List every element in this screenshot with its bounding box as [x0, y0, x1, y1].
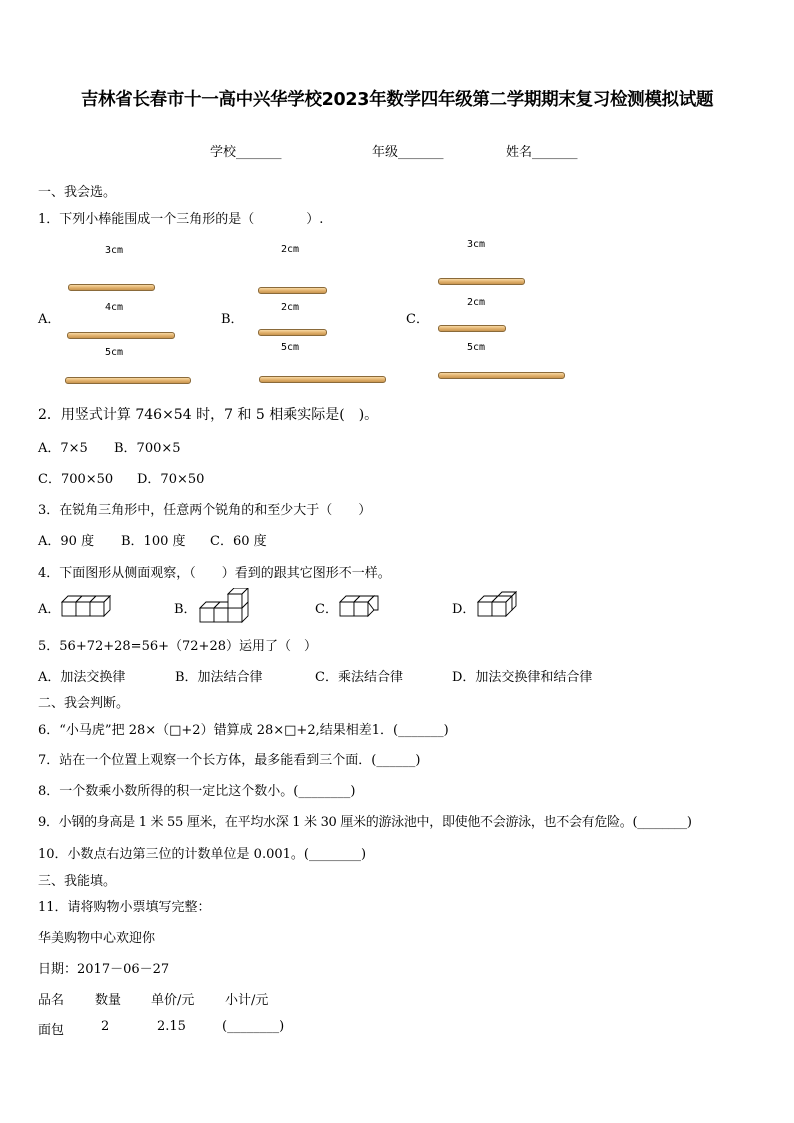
stick-length-label: 5cm	[281, 342, 300, 353]
cube-figure-a	[60, 592, 112, 620]
q3-option-c[interactable]: C．60 度	[210, 534, 267, 549]
q4-option-d[interactable]: D．	[452, 602, 476, 617]
grade-field[interactable]: 年级_______	[372, 145, 444, 160]
receipt-cell: 2.15	[157, 1019, 186, 1034]
receipt-cell: 2	[101, 1019, 110, 1034]
question-4: 4．下面图形从侧面观察，（ ）看到的跟其它图形不一样。	[38, 566, 391, 581]
stick-length-label: 2cm	[281, 244, 300, 255]
cube-figure-c	[338, 592, 380, 620]
q5-option-c[interactable]: C．乘法结合律	[315, 670, 403, 685]
receipt-shop-name: 华美购物中心欢迎你	[38, 931, 156, 946]
question-5: 5．56+72+28=56+（72+28）运用了（ ）	[38, 639, 317, 654]
receipt-cell: 面包	[38, 1023, 65, 1038]
stick	[438, 325, 506, 332]
q4-option-c[interactable]: C．	[315, 602, 338, 617]
name-field[interactable]: 姓名_______	[506, 145, 578, 160]
stick	[438, 278, 525, 285]
stick-length-label: 3cm	[467, 239, 486, 250]
q5-option-b[interactable]: B．加法结合律	[175, 670, 263, 685]
stick	[65, 377, 191, 384]
q4-option-a[interactable]: A．	[38, 602, 61, 617]
section-heading-3: 三、我能填。	[38, 874, 117, 889]
receipt-header-cell: 单价/元	[151, 993, 195, 1008]
stick	[259, 376, 386, 383]
stick-length-label: 3cm	[105, 245, 124, 256]
question-10: 10．小数点右边第三位的计数单位是 0.001。(________)	[38, 847, 367, 862]
stick-length-label: 5cm	[467, 342, 486, 353]
option-label: B．	[221, 312, 244, 327]
stick	[68, 284, 155, 291]
receipt-subtotal-blank[interactable]: (________)	[222, 1019, 285, 1034]
question-11: 11．请将购物小票填写完整：	[38, 900, 211, 915]
school-field[interactable]: 学校_______	[210, 145, 282, 160]
option-label: C．	[406, 312, 429, 327]
question-6: 6．“小马虎”把 28×（□+2）错算成 28×□+2,结果相差1．(_______)	[38, 723, 449, 738]
question-9: 9．小钢的身高是 1 米 55 厘米，在平均水深 1 米 30 厘米的游泳池中，即使他不会游泳，也不会有危险。(________)	[38, 815, 692, 830]
page-title: 吉林省长春市十一高中兴华学校2023年数学四年级第二学期期末复习检测模拟试题	[80, 90, 714, 110]
stick-length-label: 2cm	[467, 297, 486, 308]
stick	[258, 287, 327, 294]
receipt-header-cell: 小计/元	[225, 993, 269, 1008]
section-heading-2: 二、我会判断。	[38, 696, 130, 711]
question-1: 1．下列小棒能围成一个三角形的是（ ）.	[38, 212, 324, 227]
stick	[67, 332, 175, 339]
stick-length-label: 5cm	[105, 347, 124, 358]
q4-option-b[interactable]: B．	[174, 602, 197, 617]
receipt-header-cell: 品名	[38, 993, 65, 1008]
question-7: 7．站在一个位置上观察一个长方体，最多能看到三个面．(______)	[38, 753, 421, 768]
question-8: 8．一个数乘小数所得的积一定比这个数小。(________)	[38, 784, 356, 799]
q2-option-b[interactable]: B．700×5	[114, 441, 181, 456]
stick	[438, 372, 565, 379]
q2-option-a[interactable]: A．7×5	[38, 441, 88, 456]
q3-option-a[interactable]: A．90 度	[38, 534, 95, 549]
section-heading-1: 一、我会选。	[38, 185, 117, 200]
question-3: 3．在锐角三角形中，任意两个锐角的和至少大于（ ）	[38, 503, 372, 518]
stick-length-label: 2cm	[281, 302, 300, 313]
stick-length-label: 4cm	[105, 302, 124, 313]
cube-figure-d	[476, 590, 518, 620]
option-label: A．	[38, 312, 61, 327]
q2-option-c[interactable]: C．700×50	[38, 472, 114, 487]
q5-option-d[interactable]: D．加法交换律和结合律	[452, 670, 593, 685]
stick	[258, 329, 327, 336]
receipt-date: 日期：2017－06－27	[38, 962, 170, 977]
receipt-header-cell: 数量	[95, 993, 122, 1008]
q3-option-b[interactable]: B．100 度	[121, 534, 186, 549]
question-2: 2．用竖式计算 746×54 时，7 和 5 相乘实际是( )。	[38, 407, 379, 423]
q5-option-a[interactable]: A．加法交换律	[38, 670, 126, 685]
q2-option-d[interactable]: D．70×50	[137, 472, 205, 487]
cube-figure-b	[198, 588, 250, 624]
